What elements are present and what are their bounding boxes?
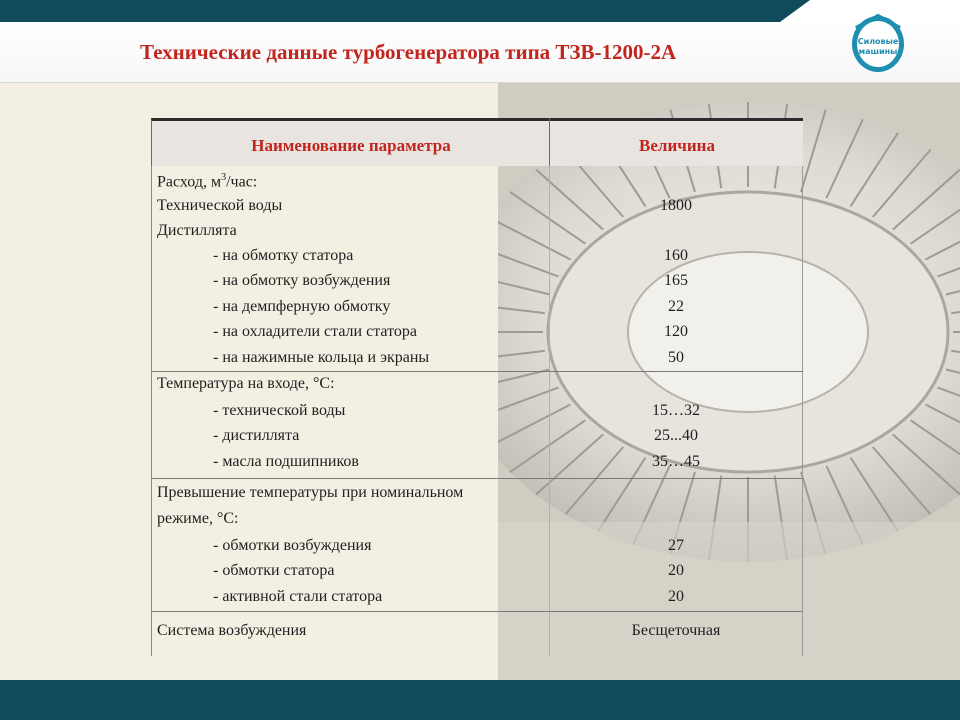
- flow-title: Расход, $м^3$/час:: [157, 172, 258, 191]
- company-logo: [848, 10, 908, 74]
- group-title-line1: Превышение температуры при номинальном: [157, 484, 464, 501]
- param-label: Система возбуждения: [157, 622, 307, 639]
- param-label: - обмотки возбуждения: [213, 537, 372, 554]
- param-value: 1800: [660, 197, 692, 214]
- param-value: 165: [664, 272, 688, 289]
- slide-title: Технические данные турбогенератора типа ТЗВ-1200-2А: [140, 40, 677, 64]
- header-param: Наименование параметра: [251, 136, 451, 155]
- table-row: [151, 272, 803, 297]
- table-row: [151, 537, 803, 562]
- table-row: [151, 510, 803, 535]
- table-row: [151, 247, 803, 272]
- param-value: 15…32: [652, 402, 700, 419]
- param-label: Технической воды: [157, 197, 283, 214]
- header-column-divider: [549, 118, 550, 166]
- svg-text:машины: машины: [858, 47, 898, 56]
- param-label: - на нажимные кольца и экраны: [213, 349, 430, 366]
- param-label: - на охладители стали статора: [213, 323, 417, 340]
- table-row: [151, 197, 803, 222]
- svg-text:Силовые: Силовые: [857, 37, 899, 46]
- param-label: - масла подшипников: [213, 453, 359, 470]
- param-value: 25...40: [654, 427, 698, 444]
- param-value: 50: [668, 349, 684, 366]
- table-header: [151, 118, 803, 166]
- param-value: 160: [664, 247, 688, 264]
- group-divider: [151, 478, 803, 479]
- table-row: [151, 402, 803, 427]
- param-label: Дистиллята: [157, 222, 237, 239]
- group-title-line2: режиме, °С:: [157, 510, 239, 527]
- table-row: [151, 375, 803, 400]
- param-label: - на обмотку статора: [213, 247, 354, 264]
- table-row: [151, 453, 803, 478]
- table-row: [151, 588, 803, 613]
- param-value: 27: [668, 537, 684, 554]
- param-label: - на демпферную обмотку: [213, 298, 391, 315]
- table-row: [151, 172, 803, 197]
- param-label: - дистиллята: [213, 427, 300, 444]
- param-value: Бесщеточная: [631, 622, 721, 639]
- table-row: [151, 323, 803, 348]
- param-label: - активной стали статора: [213, 588, 383, 605]
- table-row: [151, 562, 803, 587]
- param-value: 35…45: [652, 453, 700, 470]
- bottom-bar: [0, 680, 960, 720]
- table-row: [151, 222, 803, 247]
- specs-table: [151, 118, 803, 656]
- param-value: 20: [668, 562, 684, 579]
- group-title: Температура на входе, °С:: [157, 375, 335, 392]
- table-row: [151, 622, 803, 647]
- table-row: [151, 298, 803, 323]
- group-divider: [151, 611, 803, 612]
- param-value: 120: [664, 323, 688, 340]
- param-label: - обмотки статора: [213, 562, 335, 579]
- param-label: - на обмотку возбуждения: [213, 272, 391, 289]
- table-row: [151, 427, 803, 452]
- group-divider: [151, 371, 803, 372]
- param-value: 22: [668, 298, 684, 315]
- header-value: Величина: [639, 136, 715, 155]
- param-label: - технической воды: [213, 402, 346, 419]
- param-value: 20: [668, 588, 684, 605]
- table-row: [151, 484, 803, 509]
